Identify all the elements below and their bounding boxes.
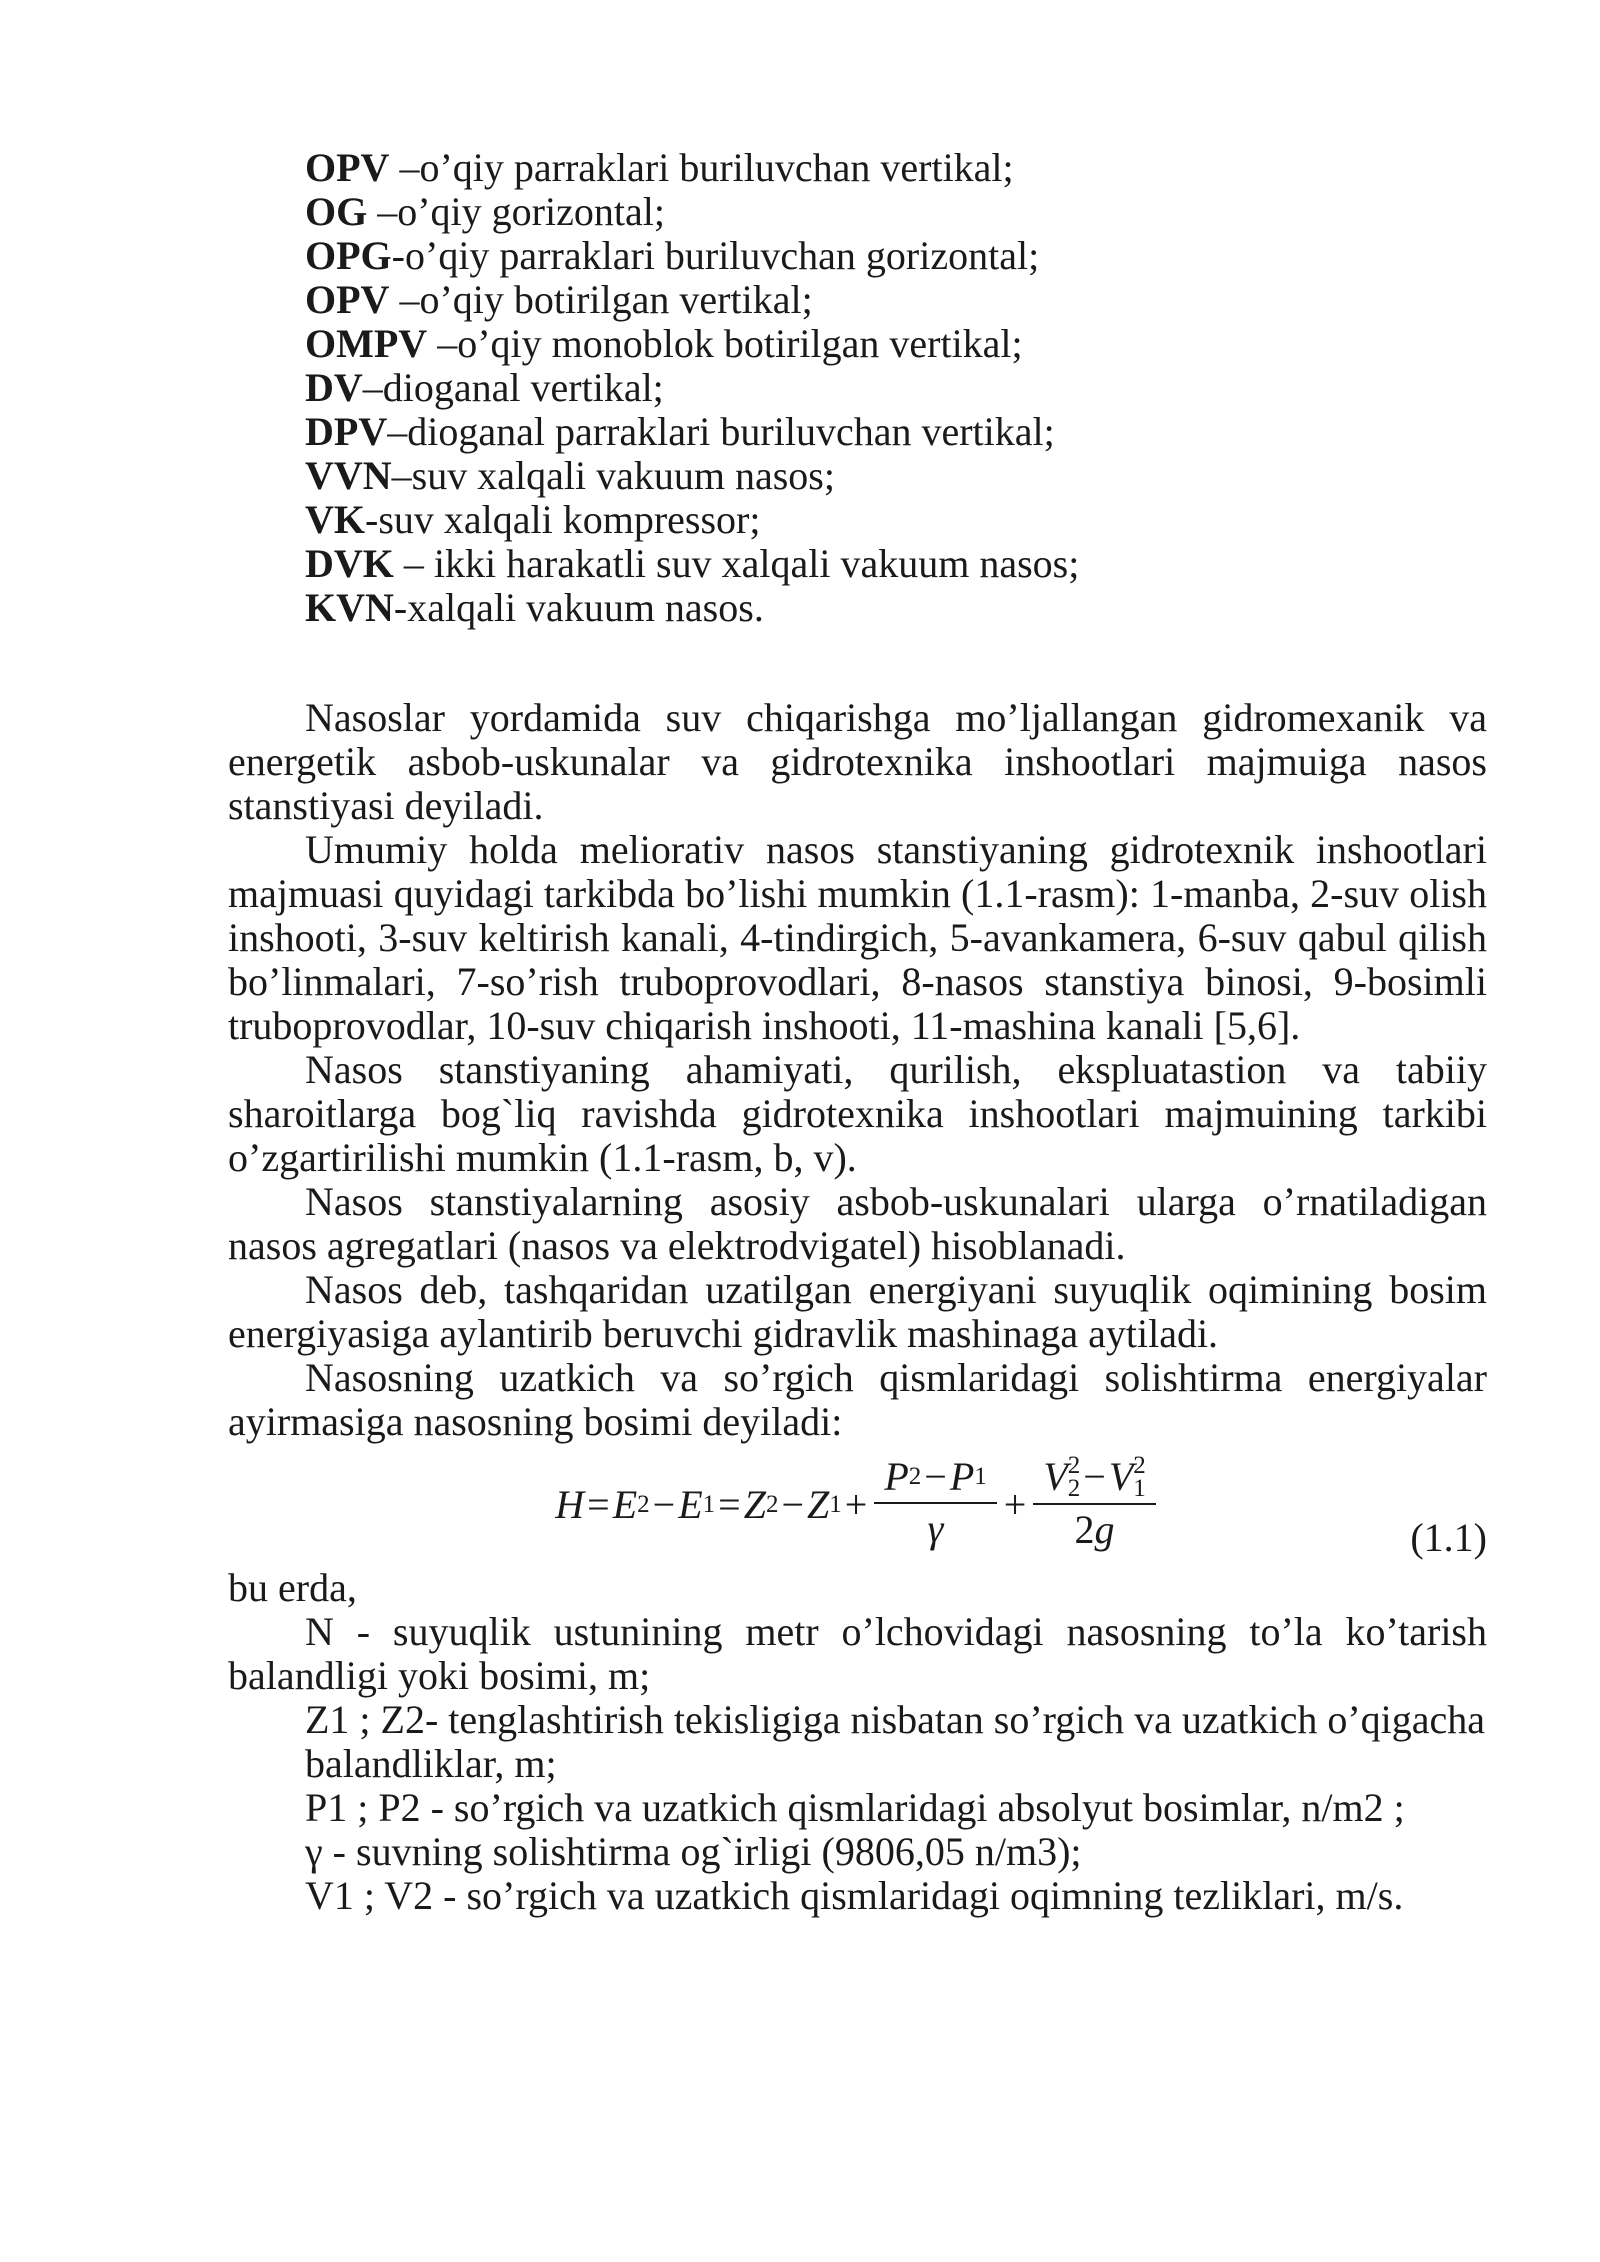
- body-paragraph: Nasos deb, tashqaridan uzatilgan energiyani suyuqlik oqimining bosim energiyasiga aylantirib beruvchi gidravlik mashinaga aytiladi.: [228, 1267, 1487, 1356]
- abbreviation-desc: -xalqali vakuum nasos.: [393, 585, 764, 630]
- body-paragraph: Umumiy holda meliorativ nasos stanstiyaning gidrotexnik inshootlari majmuasi quyidagi tarkibda bo’lishi mumkin (1.1-rasm): 1-manba, 2-suv olish inshooti, 3-suv keltirish kanali, 4-tindirgich, 5-avankamera, 6-suv qabul qilish bo’linmalari, 7-so’rish truboprovodlari, 8-nasos stanstiya binosi, 9-bosimli truboprovodlar, 10-suv chiqarish inshooti, 11-mashina kanali [5,6].: [228, 827, 1487, 1048]
- math-operator: +: [844, 1482, 868, 1527]
- abbreviation-item: [228, 366, 1487, 410]
- abbreviation-desc: –o’qiy parraklari buriluvchan vertikal;: [389, 145, 1014, 190]
- math-var: P: [884, 1454, 909, 1499]
- abbreviation-desc: -o’qiy parraklari buriluvchan gorizontal;: [391, 233, 1040, 278]
- body-paragraph: Nasos stanstiyaning ahamiyati, qurilish, ekspluatastion va tabiiy sharoitlarga bog`liq ravishda gidrotexnika inshootlari majmuining tarkibi o’zgartirilishi mumkin (1.1-rasm, b, v).: [228, 1047, 1487, 1180]
- math-operator: −: [1083, 1454, 1106, 1499]
- fraction-numerator: P 2 − P 1: [874, 1455, 996, 1504]
- definition-line-v: V1 ; V2 - so’rgich va uzatkich qismlaridagi oqimning tezliklari, m/s.: [305, 1873, 1404, 1918]
- vertical-spacer: [228, 630, 1487, 696]
- math-var: E: [612, 1482, 638, 1527]
- definition-z-line1: Z1 ; Z2- tenglashtirish tekisligiga nisbatan so’rgich va uzatkich o’qigacha: [305, 1697, 1486, 1742]
- abbreviation-item: [228, 542, 1487, 586]
- abbreviation-term: OPV: [305, 145, 390, 190]
- abbreviation-term: OPG: [305, 233, 392, 278]
- math-supsub: [1068, 1454, 1081, 1500]
- equation-body: H = E 2 − E 1 = Z 2 − Z 1 + P 2 − P 1 γ + V 2 2 − V 2 1 2 g: [555, 1456, 1160, 1554]
- abbreviation-item: [228, 586, 1487, 630]
- definition-line-gamma: γ - suvning solishtirma og`irligi (9806,05 n/m3);: [305, 1829, 1082, 1874]
- abbreviation-term: OG: [305, 189, 368, 234]
- equation-label: (1.1): [1410, 1515, 1487, 1560]
- math-operator: +: [1003, 1482, 1027, 1527]
- math-operator: =: [718, 1482, 741, 1527]
- abbreviation-item: [228, 190, 1487, 234]
- abbreviation-desc: –dioganal vertikal;: [362, 365, 664, 410]
- math-fraction-velocity: [1033, 1454, 1155, 1552]
- abbreviation-term: OPV: [305, 277, 390, 322]
- math-superscript: 2: [1067, 1452, 1081, 1479]
- equation-1-1: [228, 1444, 1487, 1566]
- abbreviation-desc: -suv xalqali kompressor;: [365, 497, 761, 542]
- abbreviation-item: [228, 454, 1487, 498]
- where-intro-line: bu erda,: [228, 1565, 357, 1610]
- abbreviation-desc: –o’qiy botirilgan vertikal;: [389, 277, 813, 322]
- definition-z-line2: balandliklar, m;: [305, 1741, 557, 1786]
- math-operator: =: [587, 1482, 610, 1527]
- math-fraction-pressure: [874, 1455, 996, 1551]
- math-operator: −: [924, 1454, 947, 1499]
- abbreviation-item: [228, 146, 1487, 190]
- math-var: Z: [807, 1482, 830, 1527]
- abbreviation-term: DPV: [305, 409, 388, 454]
- math-var: γ: [927, 1506, 944, 1551]
- body-paragraph: Nasos stanstiyalarning asosiy asbob-uskunalari ularga o’rnatiladigan nasos agregatlari (nasos va elektrodvigatel) hisoblanadi.: [228, 1179, 1487, 1268]
- math-var: V: [1108, 1454, 1134, 1499]
- abbreviation-item: [228, 278, 1487, 322]
- math-var: P: [949, 1454, 975, 1499]
- fraction-numerator: [1033, 1454, 1155, 1505]
- abbreviation-term: OMPV: [305, 321, 428, 366]
- fraction-denominator: [928, 1504, 944, 1551]
- math-operator: −: [781, 1482, 804, 1527]
- abbreviation-desc: –o’qiy monoblok botirilgan vertikal;: [427, 321, 1023, 366]
- math-operator: −: [652, 1482, 676, 1527]
- math-var: V: [1043, 1454, 1068, 1499]
- math-subscript: 2: [1067, 1475, 1081, 1502]
- text-column: [228, 146, 1487, 1918]
- abbreviation-desc: –dioganal parraklari buriluvchan vertikal;: [387, 409, 1055, 454]
- abbreviation-term: DV: [305, 365, 363, 410]
- abbreviation-term: DVK: [305, 541, 394, 586]
- abbreviation-term: VVN: [305, 453, 392, 498]
- math-number: 2: [1074, 1507, 1095, 1552]
- math-var: g: [1094, 1507, 1115, 1552]
- abbreviation-item: [228, 498, 1487, 542]
- abbreviation-desc: – ikki harakatli suv xalqali vakuum nasos;: [393, 541, 1080, 586]
- abbreviation-list: [228, 146, 1487, 630]
- math-subscript: 1: [1133, 1475, 1146, 1502]
- math-superscript: 2: [1133, 1452, 1146, 1479]
- abbreviation-desc: –suv xalqali vakuum nasos;: [391, 453, 835, 498]
- abbreviation-item: [228, 410, 1487, 454]
- abbreviation-term: KVN: [305, 585, 394, 630]
- math-supsub: [1133, 1454, 1146, 1500]
- definition-line-z: [228, 1698, 1487, 1786]
- body-paragraph: Nasoslar yordamida suv chiqarishga mo’ljallangan gidromexanik va energetik asbob-uskunalar va gidrotexnika inshootlari majmuiga nasos stanstiyasi deyiladi.: [228, 695, 1487, 828]
- math-var: H: [555, 1482, 585, 1527]
- definition-line-p: P1 ; P2 - so’rgich va uzatkich qismlaridagi absolyut bosimlar, n/m2 ;: [305, 1785, 1405, 1830]
- abbreviation-desc: –o’qiy gorizontal;: [367, 189, 665, 234]
- abbreviation-item: [228, 322, 1487, 366]
- abbreviation-term: VK: [305, 497, 365, 542]
- math-var: E: [678, 1482, 703, 1527]
- fraction-denominator: [1075, 1505, 1115, 1552]
- definition-line-n: N - suyuqlik ustunining metr o’lchovidagi nasosning to’la ko’tarish balandligi yoki bosimi, m;: [228, 1609, 1487, 1698]
- body-paragraph: Nasosning uzatkich va so’rgich qismlaridagi solishtirma energiyalar ayirmasiga nasosning bosimi deyiladi:: [228, 1355, 1487, 1444]
- abbreviation-item: [228, 234, 1487, 278]
- math-var: Z: [743, 1482, 766, 1527]
